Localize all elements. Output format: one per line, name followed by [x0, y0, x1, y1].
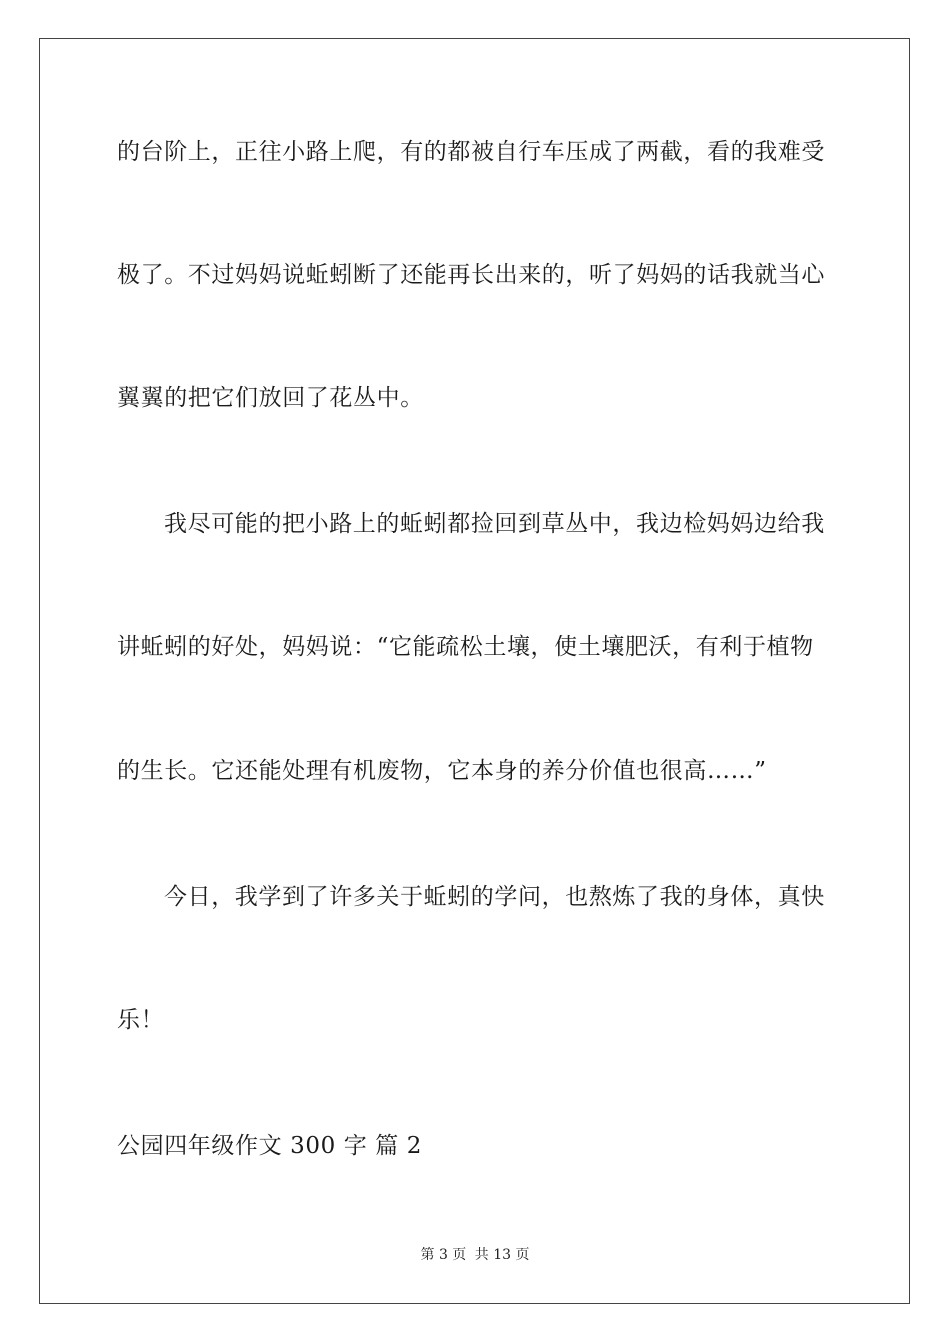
page-number: 第 3 页	[420, 1247, 467, 1263]
page-border	[39, 38, 910, 1304]
body-text-line: 翼翼的把它们放回了花丛中。	[117, 385, 424, 411]
paragraph-first-line: 我尽可能的把小路上的蚯蚓都捡回到草丛中，我边检妈妈边给我	[164, 511, 825, 537]
body-text-line: 的生长。它还能处理有机废物，它本身的养分价值也很高……”	[117, 758, 767, 784]
body-text-line: 极了。不过妈妈说蚯蚓断了还能再长出来的，听了妈妈的话我就当心	[117, 262, 825, 288]
body-text-line: 的台阶上，正往小路上爬，有的都被自行车压成了两截，看的我难受	[117, 139, 825, 165]
body-text-line: 乐！	[117, 1007, 165, 1033]
body-text-line: 讲蚯蚓的好处，妈妈说：“它能疏松土壤，使土壤肥沃，有利于植物	[117, 634, 814, 660]
page-footer	[0, 1245, 950, 1265]
paragraph-first-line: 今日，我学到了许多关于蚯蚓的学问，也熬炼了我的身体，真快	[164, 884, 825, 910]
page-total: 共 13 页	[474, 1247, 530, 1263]
section-heading: 公园四年级作文 300 字 篇 2	[117, 1133, 422, 1159]
